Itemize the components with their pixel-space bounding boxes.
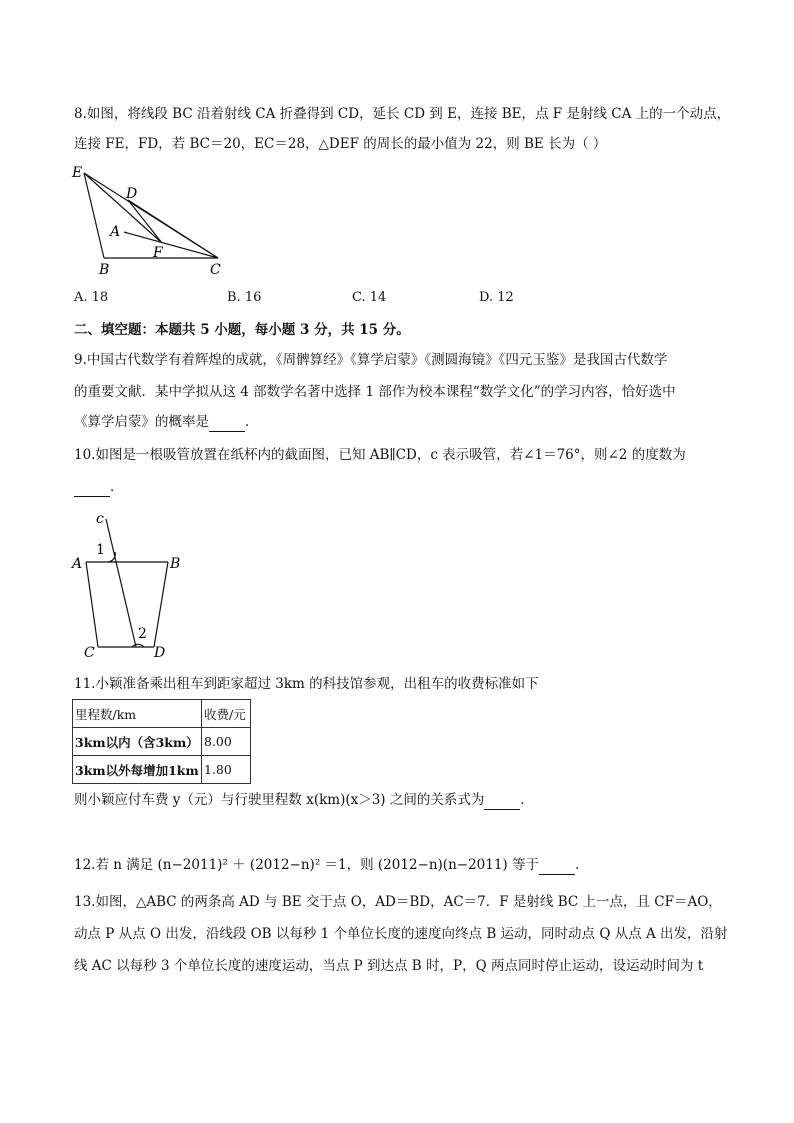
q12-line-1-text: 12.若 n 满足 (n−2011)² ＋ (2012−n)² ＝1，则 (2012−n)(n−2011) 等于: [74, 857, 539, 873]
q8-line-1: 8.如图，将线段 BC 沿着射线 CA 折叠得到 CD，延长 CD 到 E，连接 BE，点 F 是射线 CA 上的一个动点，: [74, 106, 731, 122]
segment-EF: [84, 173, 162, 243]
label-D: D: [154, 645, 166, 661]
label-F: F: [153, 245, 163, 261]
label-angle-1: 1: [96, 542, 105, 558]
q9-line-1: 9.中国古代数学有着辉煌的成就，《周髀算经》《算学启蒙》《测圆海镜》《四元玉鉴》是我国古代数学: [74, 352, 668, 368]
q10-line-1: 10.如图是一根吸管放置在纸杯内的截面图，已知 AB∥CD，c 表示吸管，若∠1＝76°，则∠2 的度数为: [74, 447, 686, 463]
q13-line-2: 动点 P 从点 O 出发，沿线段 OB 以每秒 1 个单位长度的速度向终点 B 运动，同时动点 Q 从点 A 出发，沿射: [74, 926, 728, 942]
q10-figure: [66, 505, 196, 665]
segment-EB: [84, 173, 104, 258]
q8-line-2: 连接 FE，FD，若 BC＝20，EC＝28，△DEF 的周长的最小值为 22，则 BE 长为（ ）: [74, 136, 607, 152]
q8-option-a[interactable]: A. 18: [74, 290, 109, 305]
q9-line-3-text: 《算学启蒙》的概率是: [74, 414, 209, 430]
fare-table: [72, 699, 251, 784]
q10-line-2-end: ．: [110, 479, 124, 495]
q12-line-1-end: ．: [575, 857, 589, 873]
table-header-cell: 收费/元: [202, 700, 251, 728]
ray-CA: [124, 232, 218, 258]
label-A: A: [72, 556, 83, 572]
q9-answer-blank[interactable]: [209, 417, 245, 432]
segment-AC: [86, 562, 98, 647]
q11-line-2-end: ．: [520, 792, 534, 808]
segment-DC: [128, 200, 218, 258]
table-row: [73, 756, 251, 784]
q8-option-c[interactable]: C. 14: [352, 290, 387, 305]
q12-answer-blank[interactable]: [539, 860, 575, 875]
q13-line-3: 线 AC 以每秒 3 个单位长度的速度运动，当点 P 到达点 B 时，P，Q 两点同时停止运动，设运动时间为 t: [74, 958, 704, 974]
label-B: B: [170, 556, 181, 572]
straw-c: [106, 519, 136, 647]
q8-option-b[interactable]: B. 16: [227, 290, 262, 305]
q11-line-2-text: 则小颖应付车费 y（元）与行驶里程数 x(km)(x＞3) 之间的关系式为: [74, 792, 485, 808]
table-header-row: [73, 700, 251, 728]
q11-line-2: [74, 790, 534, 810]
label-A: A: [110, 224, 121, 240]
table-cell: 8.00: [202, 728, 251, 756]
section-2-heading: 二、填空题：本题共 5 小题，每小题 3 分，共 15 分。: [74, 322, 410, 338]
table-cell: 3km以内（含3km）: [73, 728, 202, 756]
q8-figure: [66, 160, 236, 280]
table-header-cell: 里程数/km: [73, 700, 202, 728]
q12-line-1: [74, 855, 589, 875]
table-cell: 1.80: [202, 756, 251, 784]
segment-BD: [154, 562, 168, 647]
table-row: [73, 728, 251, 756]
q11-line-1: 11.小颖准备乘出租车到距家超过 3km 的科技馆参观，出租车的收费标准如下: [74, 676, 539, 692]
label-C: C: [210, 262, 221, 278]
label-E: E: [72, 165, 83, 181]
label-c: c: [96, 511, 104, 527]
q11-answer-blank[interactable]: [484, 795, 520, 810]
q9-line-2: 的重要文献．某中学拟从这 4 部数学名著中选择 1 部作为校本课程“数学文化”的学习内容，恰好选中: [74, 384, 676, 400]
segment-DF: [128, 200, 162, 243]
label-B: B: [99, 262, 110, 278]
table-cell: 3km以外每增加1km: [73, 756, 202, 784]
q10-answer-blank[interactable]: [74, 482, 110, 497]
label-angle-2: 2: [138, 626, 147, 642]
label-C: C: [84, 645, 95, 661]
q8-option-d[interactable]: D. 12: [479, 290, 514, 305]
label-D: D: [126, 186, 138, 202]
q9-line-3: [74, 412, 259, 432]
q9-line-3-end: ．: [245, 414, 259, 430]
q13-line-1: 13.如图，△ABC 的两条高 AD 与 BE 交于点 O，AD＝BD，AC＝7．F 是射线 BC 上一点，且 CF＝AO，: [74, 894, 722, 910]
q10-line-2: [74, 477, 124, 497]
